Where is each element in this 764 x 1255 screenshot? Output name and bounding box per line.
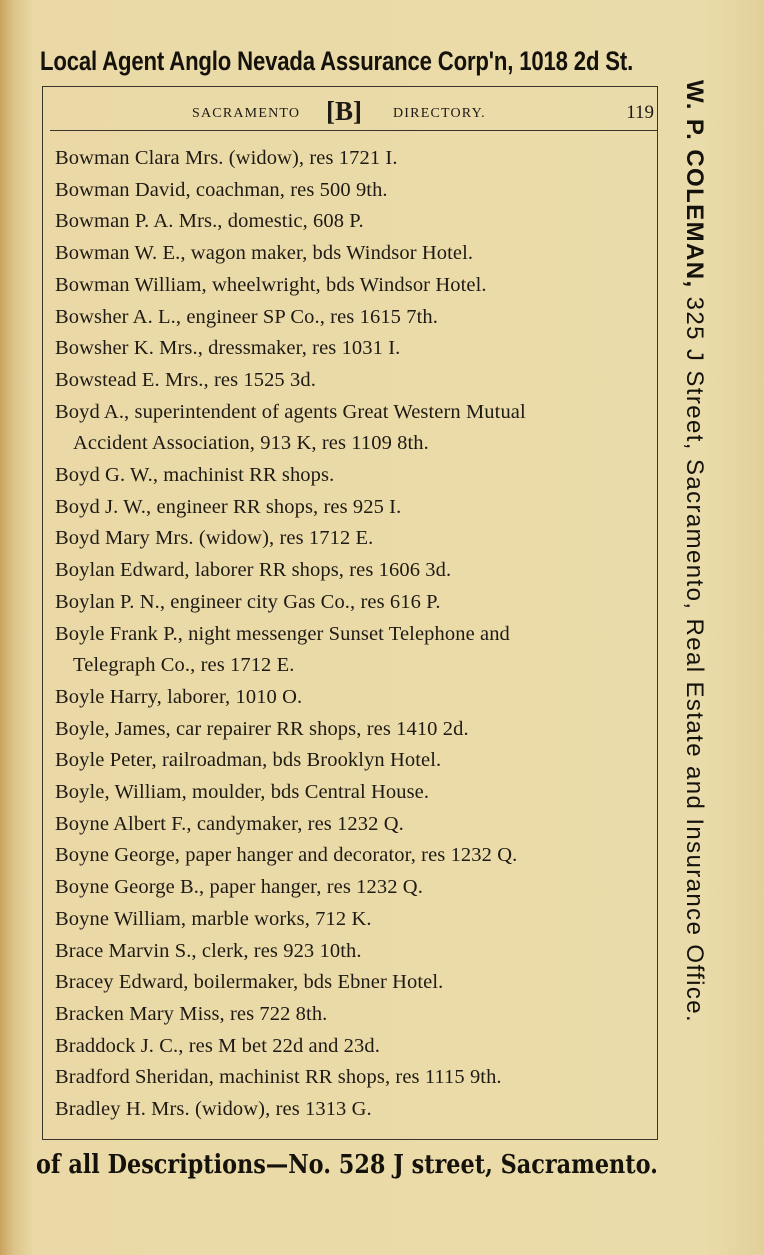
entry-text: Boyne George, paper hanger and decorator, res 1232 Q. [55,844,518,867]
header-city: SACRAMENTO [192,106,301,121]
directory-entry [55,555,655,587]
directory-entry [55,492,655,524]
directory-entry [55,840,655,872]
entry-text: Boyne Albert F., candymaker, res 1232 Q. [55,812,404,835]
side-ad-text: 325 J Street, Sacramento, Real Estate and Insurance Office. [681,296,708,1024]
side-ad-name: W. P. COLEMAN, [681,80,708,289]
entry-text: Bracken Mary Miss, res 722 8th. [55,1002,328,1025]
directory-entry [55,238,655,270]
directory-entry [55,619,655,682]
directory-entry [55,523,655,555]
directory-entry [55,967,655,999]
entry-text: Boylan Edward, laborer RR shops, res 1606 3d. [55,559,452,582]
entry-continuation: Telegraph Co., res 1712 E. [73,654,295,677]
directory-entry [55,904,655,936]
directory-entry [55,1094,655,1126]
directory-entry [55,143,655,175]
entry-text: Bowman W. E., wagon maker, bds Windsor Hotel. [55,242,474,265]
directory-entry [55,587,655,619]
directory-entry [55,999,655,1031]
directory-entry [55,809,655,841]
running-header [50,94,658,128]
directory-entry [55,302,655,334]
side-advertisement [668,80,708,1140]
entry-text: Boyd Mary Mrs. (widow), res 1712 E. [55,527,374,550]
entry-text: Boyle Peter, railroadman, bds Brooklyn Hotel. [55,749,442,772]
directory-entry [55,397,655,460]
header-directory: DIRECTORY. [393,106,486,121]
entry-text: Bradley H. Mrs. (widow), res 1313 G. [55,1098,372,1121]
entry-text: Boylan P. N., engineer city Gas Co., res 616 P. [55,590,441,613]
entry-text: Bowman William, wheelwright, bds Windsor Hotel. [55,273,487,296]
directory-entry [55,682,655,714]
directory-entry [55,714,655,746]
directory-entry [55,936,655,968]
entry-text: Boyle Harry, laborer, 1010 O. [55,685,303,708]
entry-text: Bradford Sheridan, machinist RR shops, res 1115 9th. [55,1066,502,1089]
entry-text: Bowsher K. Mrs., dressmaker, res 1031 I. [55,337,401,360]
entry-text: Bowsher A. L., engineer SP Co., res 1615 7th. [55,305,438,328]
entry-text: Bowman David, coachman, res 500 9th. [55,178,388,201]
top-advertisement: Local Agent Anglo Nevada Assurance Corp'n, 1018 2d St. [40,46,634,76]
entry-text: Boyle, William, moulder, bds Central House. [55,781,430,804]
directory-entry [55,333,655,365]
entry-text: Boyne George B., paper hanger, res 1232 Q. [55,876,423,899]
directory-entry [55,1031,655,1063]
header-rule [50,130,658,131]
entry-text: Boyle, James, car repairer RR shops, res 1410 2d. [55,717,469,740]
directory-entry [55,872,655,904]
bottom-advertisement: of all Descriptions—No. 528 J street, Sacramento. [36,1150,658,1180]
entry-text: Brace Marvin S., clerk, res 923 10th. [55,939,362,962]
entry-text: Boyd A., superintendent of agents Great Western Mutual [55,400,526,423]
directory-entry [55,206,655,238]
entry-text: Braddock J. C., res M bet 22d and 23d. [55,1034,380,1057]
entry-text: Bracey Edward, boilermaker, bds Ebner Hotel. [55,971,444,994]
entry-continuation: Accident Association, 913 K, res 1109 8th. [73,432,429,455]
directory-entry [55,460,655,492]
entry-text: Boyne William, marble works, 712 K. [55,907,372,930]
entry-text: Boyle Frank P., night messenger Sunset Telephone and [55,622,510,645]
directory-entry [55,745,655,777]
directory-entry [55,1062,655,1094]
page-number: 119 [626,102,654,123]
entry-text: Bowman Clara Mrs. (widow), res 1721 I. [55,147,398,169]
entry-text: Bowman P. A. Mrs., domestic, 608 P. [55,210,364,233]
directory-entries [55,143,655,1126]
directory-entry [55,270,655,302]
entry-text: Boyd J. W., engineer RR shops, res 925 I. [55,495,402,518]
directory-entry [55,777,655,809]
directory-entry [55,365,655,397]
entry-text: Bowstead E. Mrs., res 1525 3d. [55,368,316,391]
directory-entry [55,175,655,207]
header-section-letter: [B] [326,96,362,126]
entry-text: Boyd G. W., machinist RR shops. [55,464,335,487]
